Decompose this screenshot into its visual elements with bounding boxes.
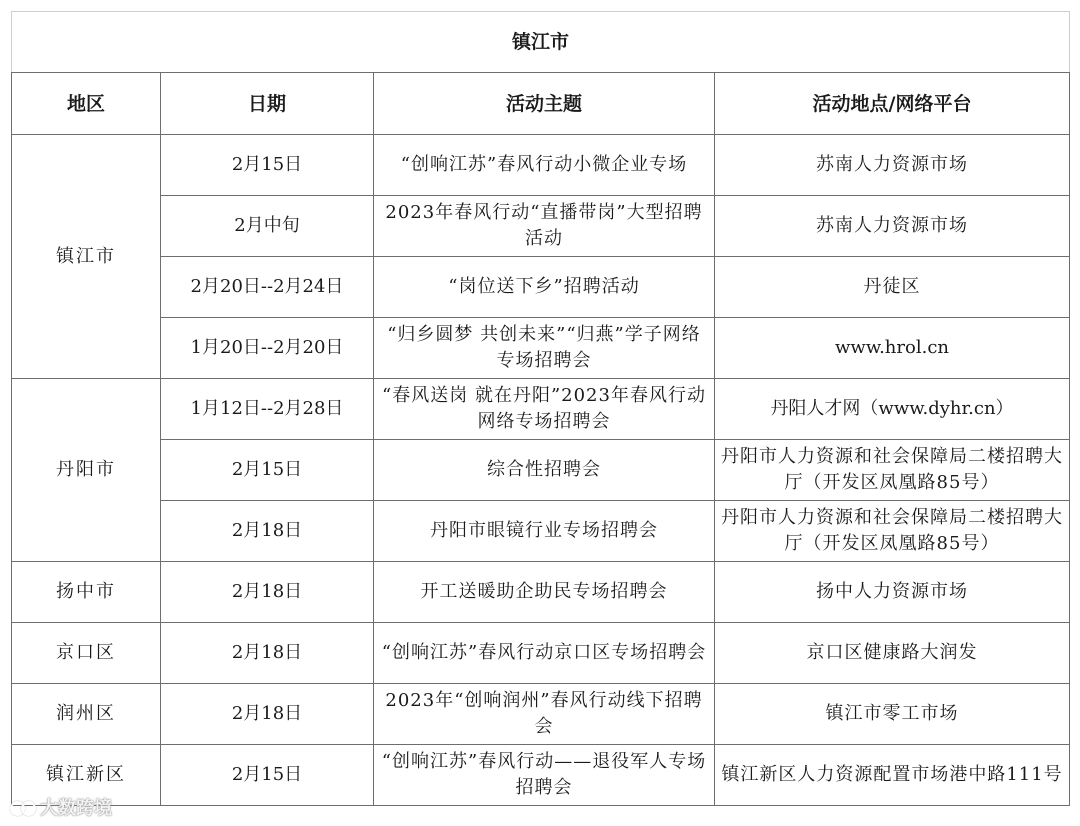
date-cell: 2月18日 bbox=[161, 623, 374, 684]
venue-cell: 丹阳市人力资源和社会保障局二楼招聘大厅（开发区凤凰路85号） bbox=[715, 440, 1070, 501]
region-cell: 扬中市 bbox=[12, 562, 161, 623]
theme-cell: “创响江苏”春风行动——退役军人专场招聘会 bbox=[374, 745, 715, 806]
theme-cell: 2023年春风行动“直播带岗”大型招聘活动 bbox=[374, 196, 715, 257]
theme-cell: “创响江苏”春风行动小微企业专场 bbox=[374, 135, 715, 196]
date-cell: 2月中旬 bbox=[161, 196, 374, 257]
watermark-logo-icon bbox=[10, 799, 36, 815]
table-title: 镇江市 bbox=[12, 12, 1070, 73]
table-row bbox=[12, 623, 1070, 684]
venue-cell: 丹徒区 bbox=[715, 257, 1070, 318]
table-row bbox=[12, 257, 1070, 318]
venue-cell: 丹阳市人力资源和社会保障局二楼招聘大厅（开发区凤凰路85号） bbox=[715, 501, 1070, 562]
theme-cell: “岗位送下乡”招聘活动 bbox=[374, 257, 715, 318]
watermark bbox=[10, 794, 112, 820]
table-row bbox=[12, 440, 1070, 501]
region-cell: 京口区 bbox=[12, 623, 161, 684]
theme-cell: “春风送岗 就在丹阳”2023年春风行动网络专场招聘会 bbox=[374, 379, 715, 440]
date-cell: 1月12日--2月28日 bbox=[161, 379, 374, 440]
table-row bbox=[12, 562, 1070, 623]
date-cell: 2月18日 bbox=[161, 501, 374, 562]
date-cell: 1月20日--2月20日 bbox=[161, 318, 374, 379]
theme-cell: 开工送暖助企助民专场招聘会 bbox=[374, 562, 715, 623]
table-row bbox=[12, 135, 1070, 196]
header-date: 日期 bbox=[161, 73, 374, 135]
date-cell: 2月20日--2月24日 bbox=[161, 257, 374, 318]
venue-cell: 苏南人力资源市场 bbox=[715, 135, 1070, 196]
venue-cell: 扬中人力资源市场 bbox=[715, 562, 1070, 623]
header-theme: 活动主题 bbox=[374, 73, 715, 135]
venue-link-cell: www.hrol.cn bbox=[715, 318, 1070, 379]
date-cell: 2月15日 bbox=[161, 440, 374, 501]
region-cell: 镇江市 bbox=[12, 135, 161, 379]
table-row bbox=[12, 501, 1070, 562]
watermark-text: 大数跨境 bbox=[40, 798, 112, 819]
venue-cell: 丹阳人才网（www.dyhr.cn） bbox=[715, 379, 1070, 440]
venue-cell: 京口区健康路大润发 bbox=[715, 623, 1070, 684]
theme-cell: 2023年“创响润州”春风行动线下招聘会 bbox=[374, 684, 715, 745]
theme-cell: “创响江苏”春风行动京口区专场招聘会 bbox=[374, 623, 715, 684]
header-region: 地区 bbox=[12, 73, 161, 135]
date-cell: 2月18日 bbox=[161, 562, 374, 623]
table-row bbox=[12, 745, 1070, 806]
theme-cell: “归乡圆梦 共创未来”“归燕”学子网络专场招聘会 bbox=[374, 318, 715, 379]
job-fair-schedule-table bbox=[11, 11, 1070, 806]
theme-cell: 综合性招聘会 bbox=[374, 440, 715, 501]
table-row bbox=[12, 379, 1070, 440]
table-row bbox=[12, 196, 1070, 257]
date-cell: 2月15日 bbox=[161, 135, 374, 196]
region-cell: 丹阳市 bbox=[12, 379, 161, 562]
region-cell: 镇江新区 bbox=[12, 745, 161, 806]
table-row bbox=[12, 318, 1070, 379]
theme-cell: 丹阳市眼镜行业专场招聘会 bbox=[374, 501, 715, 562]
date-cell: 2月15日 bbox=[161, 745, 374, 806]
region-cell: 润州区 bbox=[12, 684, 161, 745]
venue-cell: 苏南人力资源市场 bbox=[715, 196, 1070, 257]
venue-cell: 镇江市零工市场 bbox=[715, 684, 1070, 745]
header-venue: 活动地点/网络平台 bbox=[715, 73, 1070, 135]
venue-cell: 镇江新区人力资源配置市场港中路111号 bbox=[715, 745, 1070, 806]
table-row bbox=[12, 684, 1070, 745]
date-cell: 2月18日 bbox=[161, 684, 374, 745]
